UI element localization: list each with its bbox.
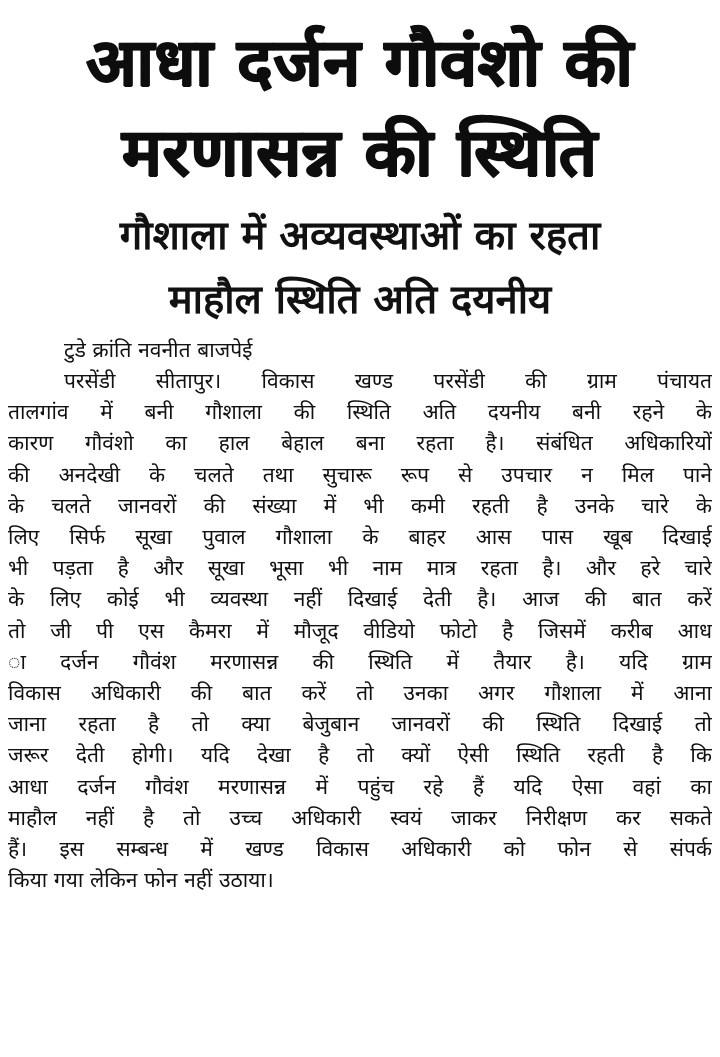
body-line: कारण गौवंशो का हाल बेहाल बना रहता है। संबंधित अधिकारियों xyxy=(8,431,712,456)
headline-line-1: आधा दर्जन गौवंशो की xyxy=(86,24,634,101)
body-line: तो जी पी एस कैमरा में मौजूद वीडियो फोटो है जिसमें करीब आध xyxy=(8,618,712,643)
headline xyxy=(8,0,712,198)
body-line: भी पड़ता है और सूखा भूसा भी नाम मात्र रहता है। और हरे चारे xyxy=(8,556,712,581)
body-line: जरूर देती होगी। यदि देखा है तो क्यों ऐसी स्थिति रहती है कि xyxy=(8,743,712,768)
body-line: ा दर्जन गौवंश मरणासन्न की स्थिति में तैयार है। यदि ग्राम xyxy=(8,649,712,674)
subheadline xyxy=(8,204,712,332)
body-line: माहौल नहीं है तो उच्च अधिकारी स्वयं जाकर निरीक्षण कर सकते xyxy=(8,805,712,830)
body-line: की अनदेखी के चलते तथा सुचारू रूप से उपचार न मिल पाने xyxy=(8,462,712,487)
subheadline-line-1: गौशाला में अव्यवस्थाओं का रहता xyxy=(119,213,601,259)
subheadline-line-2: माहौल स्थिति अति दयनीय xyxy=(168,277,552,323)
body-line: किया गया लेकिन फोन नहीं उठाया। xyxy=(8,868,274,893)
body-line: आधा दर्जन गौवंश मरणासन्न में पहुंच रहे हैं यदि ऐसा वहां का xyxy=(8,774,712,799)
body-line: विकास अधिकारी की बात करें तो उनका अगर गौशाला में आना xyxy=(8,681,712,706)
body-line: तालगांव में बनी गौशाला की स्थिति अति दयनीय बनी रहने के xyxy=(8,400,712,425)
headline-line-2: मरणासन्न की स्थिति xyxy=(122,114,598,191)
body-line: के चलते जानवरों की संख्या में भी कमी रहती है उनके चारे के xyxy=(8,493,712,518)
body-line: के लिए कोई भी व्यवस्था नहीं दिखाई देती है। आज की बात करें xyxy=(8,587,712,612)
article-body xyxy=(8,366,712,896)
byline: टुडे क्रांति नवनीत बाजपेई xyxy=(64,338,253,362)
body-line: जाना रहता है तो क्या बेजुबान जानवरों की स्थिति दिखाई तो xyxy=(8,712,712,737)
body-line: परसेंडी सीतापुर। विकास खण्ड परसेंडी की ग्राम पंचायत xyxy=(64,369,712,393)
body-line: लिए सिर्फ सूखा पुवाल गौशाला के बाहर आस पास खूब दिखाई xyxy=(8,525,712,550)
body-line: हैं। इस सम्बन्ध में खण्ड विकास अधिकारी को फोन से संपर्क xyxy=(8,837,712,862)
